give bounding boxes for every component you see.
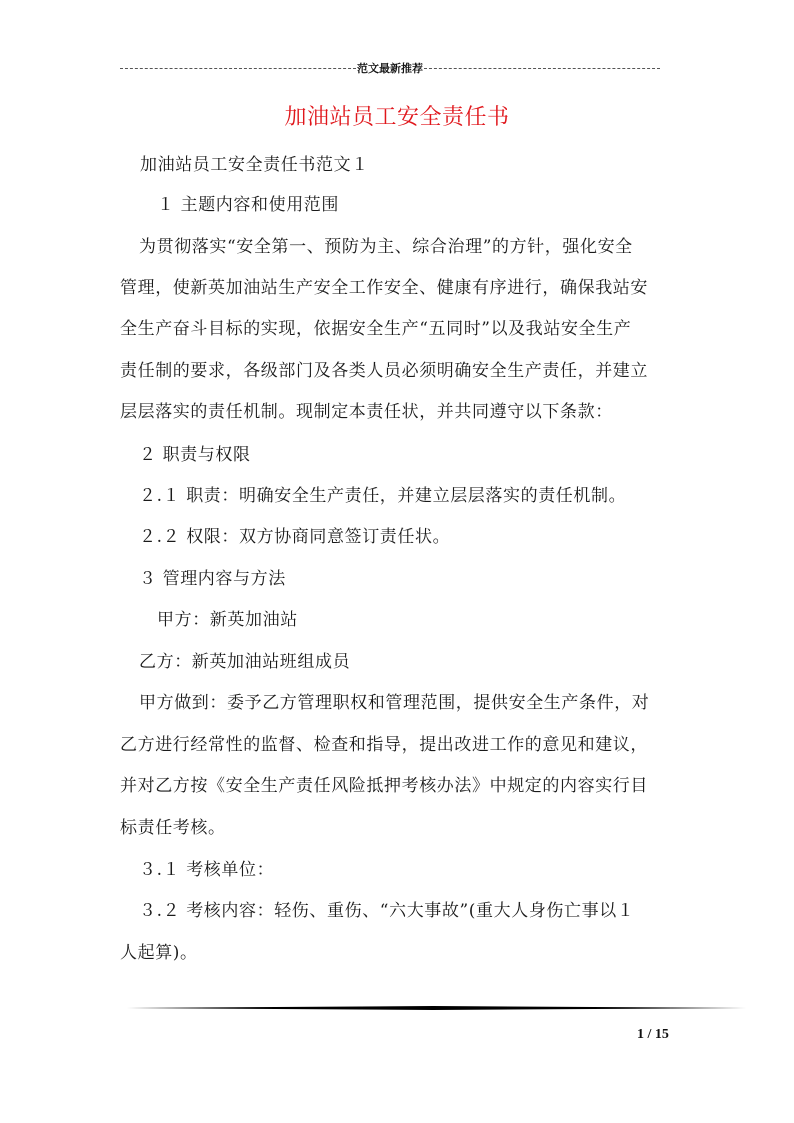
paragraph-line: 层层落实的责任机制。现制定本责任状，并共同遵守以下条款： bbox=[120, 402, 613, 422]
clause-3-1: ３.１ 考核单位： bbox=[139, 860, 275, 880]
paragraph-line: 责任制的要求，各级部门及各类人员必须明确安全生产责任，并建立 bbox=[120, 361, 648, 381]
header-dash-left bbox=[120, 68, 356, 69]
clause-3-2: ３.２ 考核内容：轻伤、重伤、“六大事故”(重大人身伤亡事以１ bbox=[139, 901, 635, 921]
party-b: 乙方：新英加油站班组成员 bbox=[139, 652, 351, 672]
paragraph-line: 为贯彻落实“安全第一、预防为主、综合治理”的方针，强化安全 bbox=[139, 237, 633, 257]
party-a: 甲方：新英加油站 bbox=[157, 610, 298, 630]
section-heading-2: ２ 职责与权限 bbox=[139, 445, 251, 465]
page-header bbox=[120, 60, 660, 76]
header-dash-right bbox=[424, 68, 660, 69]
page-number: 1 / 15 bbox=[637, 1027, 669, 1042]
clause-2-1: ２.１ 职责：明确安全生产责任，并建立层层落实的责任机制。 bbox=[139, 486, 627, 506]
paragraph-line: 管理，使新英加油站生产安全工作安全、健康有序进行，确保我站安 bbox=[120, 278, 648, 298]
header-label: 范文最新推荐 bbox=[357, 62, 423, 75]
paragraph-line: 并对乙方按《安全生产责任风险抵押考核办法》中规定的内容实行目 bbox=[120, 776, 648, 796]
footer-rule bbox=[120, 1006, 746, 1010]
section-heading-1: １ 主题内容和使用范围 bbox=[157, 195, 340, 215]
paragraph-line: 人起算)。 bbox=[120, 943, 198, 963]
section-heading-3: ３ 管理内容与方法 bbox=[139, 569, 286, 589]
clause-2-2: ２.２ 权限：双方协商同意签订责任状。 bbox=[139, 527, 451, 547]
document-title: 加油站员工安全责任书 bbox=[284, 105, 510, 130]
paragraph-line: 甲方做到：委予乙方管理职权和管理范围，提供安全生产条件，对 bbox=[139, 693, 650, 713]
paragraph-line: 标责任考核。 bbox=[120, 818, 226, 838]
subtitle: 加油站员工安全责任书范文１ bbox=[140, 155, 369, 175]
paragraph-line: 全生产奋斗目标的实现，依据安全生产“五同时”以及我站安全生产 bbox=[120, 319, 632, 339]
paragraph-line: 乙方进行经常性的监督、检查和指导，提出改进工作的意见和建议， bbox=[120, 735, 648, 755]
